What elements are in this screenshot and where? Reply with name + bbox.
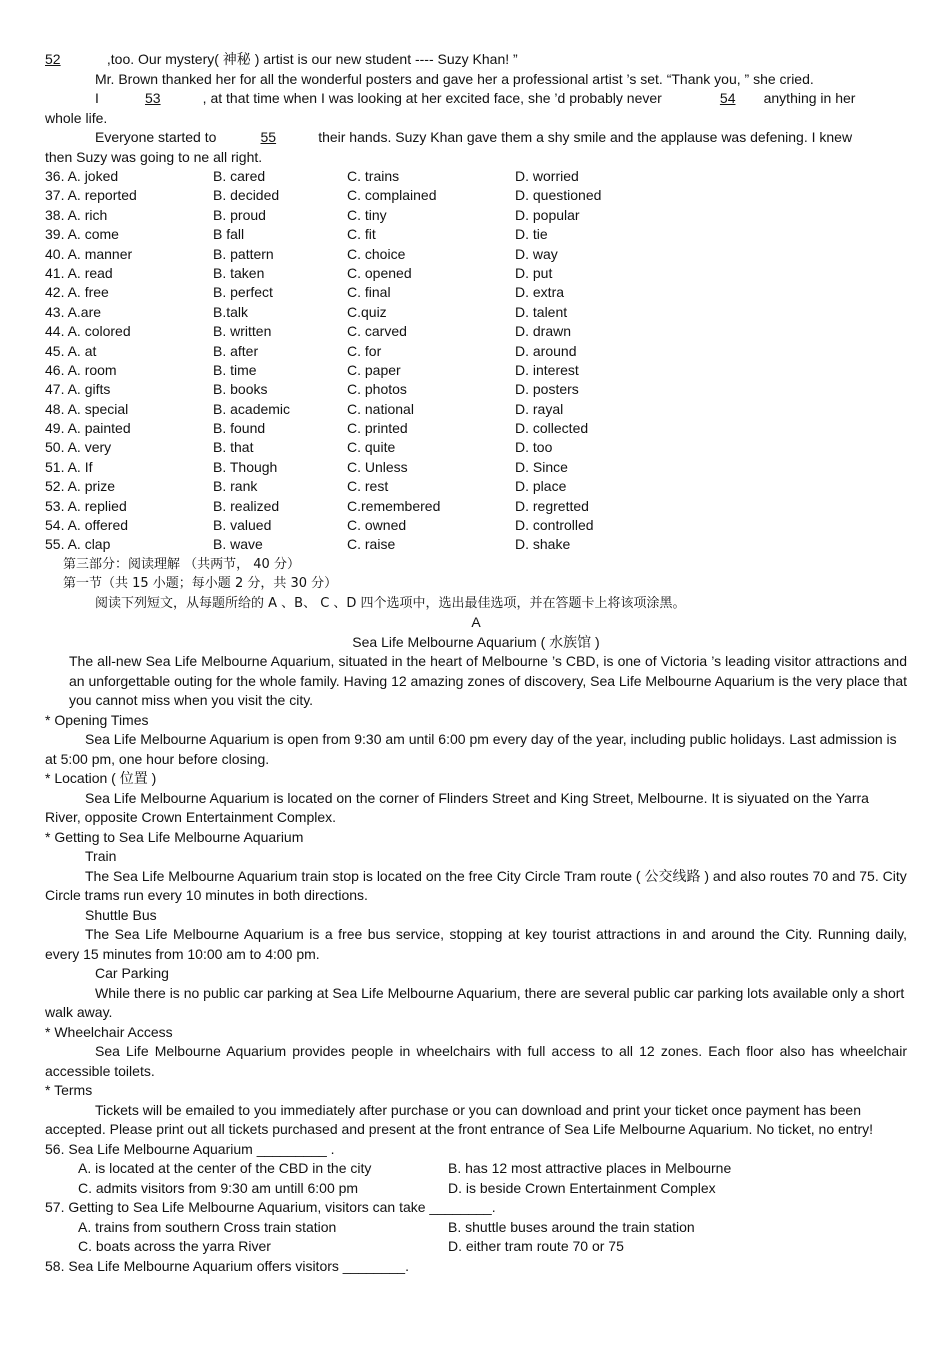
option-d[interactable]: D. tie — [515, 226, 548, 243]
option-d[interactable]: D. place — [515, 478, 567, 495]
option-57-b[interactable]: B. shuttle buses around the train station — [448, 1218, 695, 1235]
option-d[interactable]: D. Since — [515, 458, 568, 475]
option-a[interactable]: 42. A. free — [45, 284, 109, 301]
location-text: Sea Life Melbourne Aquarium is located on the corner of Flinders Street and King Street, Melbourne. It is siyuated on the Yarra River, opposite Crown Entertainment Complex. — [45, 789, 869, 826]
option-b[interactable]: B. decided — [213, 187, 280, 204]
option-a[interactable]: 40. A. manner — [45, 245, 133, 262]
cloze-line-1 — [45, 50, 907, 70]
option-d[interactable]: D. shake — [515, 536, 571, 553]
train-heading: Train — [85, 848, 117, 865]
option-a[interactable]: 52. A. prize — [45, 478, 116, 495]
terms-text: Tickets will be emailed to you immediately after purchase or you can download and print your ticket once payment has been accepted. Please print out all tickets purchased and present at the front entrance of Sea Life Melbourne Aquarium. No ticket, no entry! — [45, 1101, 874, 1138]
option-56-b[interactable]: B. has 12 most attractive places in Melbourne — [448, 1160, 732, 1177]
option-c[interactable]: C. photos — [347, 381, 407, 398]
option-d[interactable]: D. controlled — [515, 517, 594, 534]
cloze-text: Everyone started to — [95, 129, 217, 145]
part-title: 第三部分：阅读理解 （共两节， 40 分） — [63, 556, 300, 572]
shuttle-heading: Shuttle Bus — [85, 906, 157, 923]
option-b[interactable]: B. pattern — [213, 245, 274, 262]
question-57: 57. Getting to Sea Life Melbourne Aquarium, visitors can take ________. — [45, 1199, 496, 1216]
option-a[interactable]: 46. A. room — [45, 361, 117, 378]
option-d[interactable]: D. questioned — [515, 187, 602, 204]
opening-heading: * Opening Times — [45, 711, 149, 728]
options-row — [45, 419, 907, 438]
wheelchair-text: Sea Life Melbourne Aquarium provides people in wheelchairs with full access to all 12 zones. Each floor also has wheelchair accessible toilets. — [45, 1043, 907, 1079]
question-57-options-row-1 — [45, 1218, 907, 1238]
options-row — [45, 477, 907, 496]
question-58: 58. Sea Life Melbourne Aquarium offers visitors ________. — [45, 1257, 409, 1274]
option-d[interactable]: D. worried — [515, 168, 579, 184]
option-d[interactable]: D. interest — [515, 361, 579, 378]
option-d[interactable]: D. popular — [515, 206, 580, 223]
option-b[interactable]: B. after — [213, 342, 259, 359]
option-c[interactable]: C. raise — [347, 536, 396, 553]
question-56-options-row-2 — [45, 1179, 907, 1199]
option-a[interactable]: 54. A. offered — [45, 517, 129, 534]
option-a[interactable]: 55. A. clap — [45, 536, 111, 553]
question-56: 56. Sea Life Melbourne Aquarium _________ . — [45, 1140, 335, 1157]
option-c[interactable]: C. national — [347, 400, 414, 417]
option-a[interactable]: 44. A. colored — [45, 323, 131, 340]
question-56-options-row-1 — [45, 1159, 907, 1179]
cloze-line-3 — [45, 89, 907, 109]
passage-letter: A — [471, 614, 481, 631]
option-56-a[interactable]: A. is located at the center of the CBD in the city — [78, 1160, 372, 1177]
terms-heading: * Terms — [45, 1082, 93, 1099]
options-row — [45, 438, 907, 457]
option-a[interactable]: 43. A.are — [45, 303, 102, 320]
option-b[interactable]: B. rank — [213, 478, 258, 495]
blank-55: 55 — [260, 129, 277, 145]
option-a[interactable]: 53. A. replied — [45, 497, 127, 514]
option-56-d[interactable]: D. is beside Crown Entertainment Complex — [448, 1179, 716, 1196]
option-57-d[interactable]: D. either tram route 70 or 75 — [448, 1238, 624, 1255]
wheelchair-heading: * Wheelchair Access — [45, 1023, 173, 1040]
cloze-text: anything in her — [763, 90, 856, 106]
question-57-options-row-2 — [45, 1237, 907, 1257]
option-d[interactable]: D. too — [515, 439, 553, 456]
option-b[interactable]: B. time — [213, 361, 257, 378]
blank-54: 54 — [719, 90, 736, 106]
option-57-a[interactable]: A. trains from southern Cross train station — [78, 1218, 337, 1235]
options-row — [45, 225, 907, 244]
option-b[interactable]: B. cared — [213, 168, 266, 184]
option-b[interactable]: B. taken — [213, 264, 265, 281]
section-title: 第一节（共 15 小题；每小题 2 分，共 30 分） — [63, 576, 338, 592]
option-d[interactable]: D. posters — [515, 381, 579, 398]
option-d[interactable]: D. talent — [515, 303, 568, 320]
cloze-line-2: Mr. Brown thanked her for all the wonderful posters and gave her a professional artist ’s set. “Thank you, ” she cried. — [95, 70, 814, 87]
option-c[interactable]: C. paper — [347, 361, 401, 378]
cloze-text: ,too. Our mystery( 神秘 ) artist is our new student ---- Suzy Khan! ” — [106, 51, 518, 67]
opening-text: Sea Life Melbourne Aquarium is open from 9:30 am until 6:00 pm every day of the year, including public holidays. Last admission is at 5:00 pm, one hour before closing. — [45, 731, 897, 767]
options-row — [45, 361, 907, 380]
passage-intro — [45, 652, 907, 711]
option-c[interactable]: C. tiny — [347, 206, 387, 223]
option-c[interactable]: C. owned — [347, 517, 407, 534]
option-b[interactable]: B. written — [213, 323, 272, 340]
parking-heading: Car Parking — [95, 965, 169, 982]
option-b[interactable]: B. found — [213, 420, 266, 437]
option-b[interactable]: B. valued — [213, 517, 272, 534]
option-b[interactable]: B. perfect — [213, 284, 273, 301]
option-d[interactable]: D. collected — [515, 420, 589, 437]
cloze-text: their hands. Suzy Khan gave them a shy smile and the applause was defening. I knew — [318, 129, 853, 145]
option-b[interactable]: B.talk — [213, 303, 249, 320]
options-table — [45, 167, 907, 555]
option-d[interactable]: D. extra — [515, 284, 565, 301]
option-a[interactable]: 38. A. rich — [45, 206, 108, 223]
option-b[interactable]: B. wave — [213, 536, 263, 553]
cloze-line-5 — [45, 128, 907, 148]
option-c[interactable]: C. opened — [347, 264, 412, 281]
option-a[interactable]: 45. A. at — [45, 342, 97, 359]
shuttle-text: The Sea Life Melbourne Aquarium is a free bus service, stopping at key tourist attractions in and around the City. Running daily, every 15 minutes from 10:00 am to 4:00 pm. — [45, 926, 907, 962]
options-row — [45, 322, 907, 341]
options-row — [45, 283, 907, 302]
option-a[interactable]: 39. A. come — [45, 226, 119, 243]
option-c[interactable]: C. rest — [347, 478, 389, 495]
cloze-text: I — [95, 90, 99, 106]
option-b[interactable]: B. proud — [213, 206, 266, 223]
option-b[interactable]: B fall — [213, 226, 245, 243]
options-row — [45, 400, 907, 419]
option-c[interactable]: C. trains — [347, 168, 400, 184]
option-57-c[interactable]: C. boats across the yarra River — [78, 1238, 271, 1255]
options-row — [45, 458, 907, 477]
option-a[interactable]: 51. A. If — [45, 458, 93, 475]
option-c[interactable]: C. for — [347, 342, 382, 359]
options-row — [45, 535, 907, 554]
option-a[interactable]: 47. A. gifts — [45, 381, 111, 398]
option-a[interactable]: 49. A. painted — [45, 420, 131, 437]
option-c[interactable]: C. complained — [347, 187, 437, 204]
option-d[interactable]: D. put — [515, 264, 553, 281]
option-a[interactable]: 48. A. special — [45, 400, 129, 417]
option-d[interactable]: D. regretted — [515, 497, 589, 514]
option-b[interactable]: B. that — [213, 439, 254, 456]
option-a[interactable]: 37. A. reported — [45, 187, 137, 204]
options-row — [45, 186, 907, 205]
cloze-line-6: then Suzy was going to ne all right. — [45, 148, 263, 165]
option-a[interactable]: 50. A. very — [45, 439, 112, 456]
parking-text: While there is no public car parking at Sea Life Melbourne Aquarium, there are several public car parking lots available only a short walk away. — [45, 984, 905, 1021]
options-row — [45, 516, 907, 535]
options-row — [45, 303, 907, 322]
options-row — [45, 342, 907, 361]
passage-title: Sea Life Melbourne Aquarium ( 水族馆 ) — [352, 633, 600, 650]
option-c[interactable]: C. printed — [347, 420, 408, 437]
option-b[interactable]: B. books — [213, 381, 268, 398]
cloze-line-4: whole life. — [45, 109, 108, 126]
options-row — [45, 264, 907, 283]
options-row — [45, 245, 907, 264]
intro-text: The all-new Sea Life Melbourne Aquarium, situated in the heart of Melbourne ’s CBD, is one of Victoria ’s leading visitor attractions and an unforgettable outing for the whole family. Having 12 amazing zones of discovery, Sea Life Melbourne Aquarium is the very place that you cannot miss when you visit the city. — [69, 653, 907, 709]
option-a[interactable]: 36. A. joked — [45, 168, 119, 184]
instruction: 阅读下列短文，从每题所给的 A 、B、 C 、D 四个选项中，选出最佳选项，并在答题卡上将该项涂黑。 — [95, 595, 686, 611]
blank-53: 53 — [144, 90, 161, 106]
blank-52: 52 — [45, 51, 61, 67]
option-b[interactable]: B. Though — [213, 458, 278, 475]
option-c[interactable]: C. fit — [347, 226, 376, 243]
options-row — [45, 497, 907, 516]
train-text: The Sea Life Melbourne Aquarium train stop is located on the free City Circle Tram route ( 公交线路 ) and also routes 70 and 75. City Circle trams run every 10 minutes in both directions. — [45, 867, 907, 904]
option-b[interactable]: B. realized — [213, 497, 280, 514]
location-heading: * Location ( 位置 ) — [45, 770, 157, 787]
getting-heading: * Getting to Sea Life Melbourne Aquarium — [45, 828, 304, 845]
option-d[interactable]: D. drawn — [515, 323, 572, 340]
option-b[interactable]: B. academic — [213, 400, 291, 417]
option-c[interactable]: C.remembered — [347, 497, 441, 514]
cloze-text: , at that time when I was looking at her excited face, she ’d probably never — [202, 90, 662, 106]
options-row — [45, 206, 907, 225]
option-c[interactable]: C. choice — [347, 245, 406, 262]
option-c[interactable]: C. Unless — [347, 458, 408, 475]
option-a[interactable]: 41. A. read — [45, 264, 113, 281]
option-d[interactable]: D. around — [515, 342, 577, 359]
options-row — [45, 167, 907, 186]
options-row — [45, 380, 907, 399]
option-d[interactable]: D. rayal — [515, 400, 564, 417]
exam-page — [45, 50, 907, 1276]
option-c[interactable]: C.quiz — [347, 303, 387, 320]
option-d[interactable]: D. way — [515, 245, 558, 262]
option-c[interactable]: C. carved — [347, 323, 407, 340]
option-c[interactable]: C. final — [347, 284, 391, 301]
option-c[interactable]: C. quite — [347, 439, 396, 456]
option-56-c[interactable]: C. admits visitors from 9:30 am untill 6:00 pm — [78, 1179, 359, 1196]
